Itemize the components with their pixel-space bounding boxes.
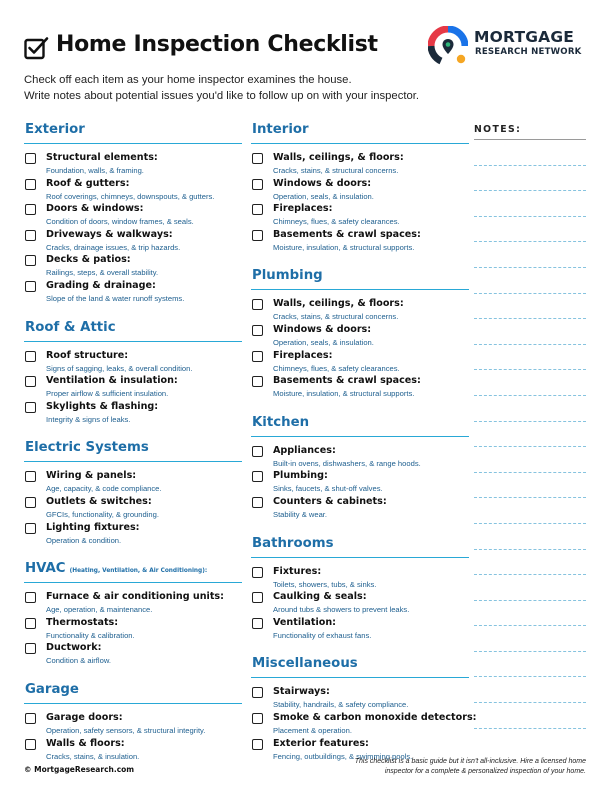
note-line[interactable] — [474, 473, 586, 499]
item-description: GFCIs, functionality, & grounding. — [46, 509, 159, 519]
note-line[interactable] — [474, 191, 586, 217]
item-title: Basements & crawl spaces: — [273, 228, 421, 240]
checkbox[interactable] — [25, 739, 36, 750]
checkbox[interactable] — [25, 204, 36, 215]
section-header — [24, 316, 242, 342]
section-title: Exterior — [25, 122, 85, 137]
checkbox[interactable] — [25, 618, 36, 629]
item-title: Fixtures: — [273, 565, 322, 577]
checkbox[interactable] — [252, 446, 263, 457]
item-description: Chimneys, flues, & safety clearances. — [273, 363, 400, 373]
item-title: Doors & windows: — [46, 203, 144, 215]
item-title: Outlets & switches: — [46, 495, 152, 507]
section-header — [251, 532, 469, 558]
footer-disclaimer-line: This checklist is a basic guide but it isn't all-inclusive. Hire a licensed home — [354, 758, 586, 765]
checkbox[interactable] — [25, 643, 36, 654]
item-description: Age, operation, & maintenance. — [46, 605, 153, 615]
item-title: Exterior features: — [273, 737, 369, 749]
checkbox[interactable] — [25, 281, 36, 292]
checklist-item — [251, 324, 469, 350]
item-title: Counters & cabinets: — [273, 495, 387, 507]
section-header — [251, 264, 469, 290]
item-title: Furnace & air conditioning units: — [46, 591, 224, 603]
checklist-column-left — [24, 118, 242, 773]
checklist-item — [24, 203, 242, 229]
checkbox[interactable] — [25, 255, 36, 266]
footer-copyright: © MortgageResearch.com — [24, 765, 135, 774]
notes-panel — [474, 124, 586, 729]
section-title: Plumbing — [252, 268, 323, 284]
checklist-item — [251, 617, 469, 643]
checklist-item — [24, 712, 242, 738]
checklist-item — [24, 496, 242, 522]
item-description: Operation, safety sensors, & structural integrity. — [46, 725, 206, 735]
item-title: Fireplaces: — [273, 349, 333, 361]
note-line[interactable] — [474, 370, 586, 396]
section-title: Bathrooms — [252, 535, 334, 551]
checkbox[interactable] — [252, 739, 263, 750]
checkbox[interactable] — [25, 713, 36, 724]
checkbox[interactable] — [25, 592, 36, 603]
item-description: Roof coverings, chimneys, downspouts, & gutters. — [46, 191, 215, 201]
item-description: Fencing, outbuildings, & swimming pools. — [273, 751, 413, 761]
item-title: Roof structure: — [46, 349, 129, 361]
checkbox[interactable] — [252, 471, 263, 482]
checklist-item — [24, 470, 242, 496]
item-title: Ductwork: — [46, 642, 102, 654]
logo-pin-dot — [446, 42, 451, 47]
footer-disclaimer — [306, 757, 586, 777]
item-description: Cracks, stains, & insulation. — [46, 751, 140, 761]
item-description: Foundation, walls, & framing. — [46, 166, 144, 175]
checkbox[interactable] — [25, 497, 36, 508]
item-description: Cracks, drainage issues, & trip hazards. — [46, 242, 181, 252]
item-title: Wiring & panels: — [46, 470, 137, 482]
checkbox[interactable] — [25, 523, 36, 534]
section-miscellaneous — [251, 652, 477, 763]
item-title: Grading & drainage: — [46, 279, 156, 291]
item-description: Integrity & signs of leaks. — [46, 414, 131, 424]
item-description: Operation, seals, & insulation. — [273, 191, 374, 201]
checklist-item — [24, 229, 242, 255]
checklist-item — [251, 445, 469, 471]
section-header — [251, 411, 469, 437]
item-description: Age, capacity, & code compliance. — [46, 484, 162, 494]
note-line[interactable] — [474, 626, 586, 652]
checklist-item — [251, 375, 469, 401]
section-header — [251, 652, 469, 678]
item-title: Ventilation & insulation: — [46, 375, 178, 387]
intro-line: Check off each item as your home inspector examines the house. — [24, 74, 352, 86]
note-line[interactable] — [474, 345, 586, 371]
checkbox[interactable] — [252, 376, 263, 387]
item-description: Functionality of exhaust fans. — [273, 630, 372, 640]
note-line[interactable] — [474, 140, 586, 166]
item-title: Skylights & flashing: — [46, 400, 159, 412]
checklist-item — [251, 229, 469, 255]
checklist-item — [24, 522, 242, 548]
checklist-item — [24, 401, 242, 427]
item-title: Roof & gutters: — [46, 177, 130, 189]
section-header — [24, 678, 242, 704]
item-title: Structural elements: — [46, 152, 158, 163]
item-description: Around tubs & showers to prevent leaks. — [273, 605, 410, 615]
checkbox[interactable] — [25, 230, 36, 241]
note-line[interactable] — [474, 319, 586, 345]
item-title: Thermostats: — [46, 616, 119, 628]
item-description: Chimneys, flues, & safety clearances. — [273, 217, 400, 227]
checklist-item — [24, 178, 242, 204]
checkbox[interactable] — [252, 687, 263, 698]
section-subtitle: (Heating, Ventilation, & Air Conditioning): — [69, 568, 208, 575]
item-description: Operation & condition. — [46, 535, 122, 545]
checklist-item — [24, 642, 242, 668]
footer-disclaimer-line: inspector for a complete & personalized inspection of your home. — [384, 768, 586, 775]
item-description: Toilets, showers, tubs, & sinks. — [273, 579, 377, 589]
section-garage — [24, 678, 242, 763]
checkbox[interactable] — [25, 153, 36, 164]
checkbox[interactable] — [25, 402, 36, 413]
section-exterior — [24, 118, 242, 306]
note-line[interactable] — [474, 601, 586, 627]
item-description: Cracks, stains, & structural concerns. — [273, 166, 399, 175]
item-description: Signs of sagging, leaks, & overall condition. — [46, 363, 193, 373]
item-description: Proper airflow & sufficient insulation. — [46, 389, 169, 399]
logo-dot-orange — [457, 55, 465, 63]
notes-label: NOTES: — [474, 124, 586, 140]
note-line[interactable] — [474, 524, 586, 550]
checklist-item — [251, 350, 469, 376]
section-title: Interior — [252, 122, 309, 137]
intro-line: Write notes about potential issues you'd like to follow up on with your inspector. — [24, 90, 420, 102]
item-description: Moisture, insulation, & structural supports. — [273, 389, 415, 399]
item-title: Appliances: — [273, 444, 336, 456]
note-line[interactable] — [474, 447, 586, 473]
section-kitchen — [251, 411, 469, 522]
checkbox[interactable] — [252, 325, 263, 336]
intro-text — [24, 72, 464, 104]
section-electric-systems — [24, 436, 242, 547]
item-description: Stability & wear. — [273, 509, 328, 519]
note-line[interactable] — [474, 498, 586, 524]
item-title: Smoke & carbon monoxide detectors: — [273, 711, 477, 723]
checklist-item — [24, 375, 242, 401]
item-description: Stability, handrails, & safety compliance. — [273, 700, 409, 710]
note-line[interactable] — [474, 396, 586, 422]
item-title: Garage doors: — [46, 711, 123, 723]
checkbox[interactable] — [252, 204, 263, 215]
item-description: Moisture, insulation, & structural supports. — [273, 242, 415, 252]
item-title: Caulking & seals: — [273, 591, 367, 603]
logo-text-line2: RESEARCH NETWORK — [475, 47, 582, 57]
checklist-item — [24, 350, 242, 376]
checkbox[interactable] — [252, 299, 263, 310]
item-title: Stairways: — [273, 686, 330, 698]
item-description: Cracks, stains, & structural concerns. — [273, 312, 399, 322]
section-bathrooms — [251, 532, 469, 643]
checklist-item — [251, 686, 469, 712]
checklist-item — [24, 152, 242, 178]
checkbox[interactable] — [252, 153, 263, 164]
note-line[interactable] — [474, 422, 586, 448]
section-roof-attic — [24, 316, 242, 427]
item-title: Windows & doors: — [273, 177, 372, 189]
checkbox[interactable] — [252, 497, 263, 508]
checkbox[interactable] — [252, 351, 263, 362]
checkbox[interactable] — [25, 376, 36, 387]
note-line[interactable] — [474, 294, 586, 320]
section-title: Electric Systems — [25, 440, 149, 456]
note-line[interactable] — [474, 652, 586, 678]
item-title: Windows & doors: — [273, 323, 372, 335]
item-description: Railings, steps, & overall stability. — [46, 268, 159, 278]
section-interior — [251, 118, 469, 254]
note-line[interactable] — [474, 677, 586, 703]
item-description: Slope of the land & water runoff systems. — [46, 293, 185, 303]
item-title: Basements & crawl spaces: — [273, 375, 421, 387]
checkbox[interactable] — [252, 713, 263, 724]
checkbox[interactable] — [25, 351, 36, 362]
checklist-item — [24, 738, 242, 764]
item-title: Fireplaces: — [273, 203, 333, 215]
section-title: Kitchen — [252, 414, 310, 430]
checklist-item — [251, 566, 469, 592]
checklist-item — [24, 591, 242, 617]
item-description: Placement & operation. — [273, 725, 352, 735]
section-title: HVAC — [25, 561, 66, 577]
logo-mark-icon — [428, 26, 468, 66]
note-line[interactable] — [474, 575, 586, 601]
checkbox[interactable] — [252, 618, 263, 629]
note-line[interactable] — [474, 217, 586, 243]
section-title: Garage — [25, 681, 79, 697]
item-title: Lighting fixtures: — [46, 521, 140, 533]
checklist-item — [251, 496, 469, 522]
checkbox[interactable] — [252, 179, 263, 190]
checklist-item — [24, 280, 242, 306]
section-title: Miscellaneous — [252, 656, 358, 672]
note-line[interactable] — [474, 242, 586, 268]
item-description: Functionality & calibration. — [46, 630, 135, 640]
item-description: Condition of doors, window frames, & seals. — [46, 217, 194, 227]
checklist-item — [251, 178, 469, 204]
note-line[interactable] — [474, 550, 586, 576]
checklist-item — [251, 711, 477, 738]
section-plumbing — [251, 264, 469, 400]
page-title: Home Inspection Checklist — [56, 32, 378, 57]
item-description: Condition & airflow. — [46, 656, 112, 666]
brand-logo — [428, 26, 598, 66]
section-hvac — [24, 557, 242, 668]
note-line[interactable] — [474, 268, 586, 294]
checklist-item — [251, 152, 469, 178]
checkbox[interactable] — [252, 230, 263, 241]
item-description: Operation, seals, & insulation. — [273, 337, 374, 347]
checklist-item — [24, 254, 242, 280]
checkbox[interactable] — [25, 471, 36, 482]
checklist-item — [251, 470, 469, 496]
checklist-item — [251, 203, 469, 229]
checkbox[interactable] — [25, 179, 36, 190]
section-header — [24, 557, 242, 583]
checkbox[interactable] — [252, 567, 263, 578]
logo-text-line1: MORTGAGE — [474, 28, 575, 46]
notes-lines — [474, 140, 586, 729]
item-description: Built-in ovens, dishwashers, & range hoods. — [273, 458, 421, 468]
note-line[interactable] — [474, 166, 586, 192]
checkbox-checked-icon — [24, 35, 50, 61]
checklist-item — [251, 591, 469, 617]
checklist-item — [251, 298, 469, 324]
section-header — [251, 118, 469, 144]
note-line[interactable] — [474, 703, 586, 729]
item-description: Sinks, faucets, & shut-off valves. — [273, 484, 383, 494]
item-title: Driveways & walkways: — [46, 228, 173, 240]
checkbox[interactable] — [252, 592, 263, 603]
item-title: Plumbing: — [273, 470, 328, 482]
section-header — [24, 118, 242, 144]
item-title: Decks & patios: — [46, 254, 131, 266]
checklist-item — [24, 617, 242, 643]
page-header — [24, 30, 594, 70]
section-header — [24, 436, 242, 462]
item-title: Ventilation: — [273, 616, 337, 628]
item-title: Walls, ceilings, & floors: — [273, 152, 404, 163]
item-title: Walls & floors: — [46, 737, 125, 749]
item-title: Walls, ceilings, & floors: — [273, 298, 404, 310]
logo-arc-dark — [431, 46, 441, 61]
section-title: Roof & Attic — [25, 319, 116, 335]
